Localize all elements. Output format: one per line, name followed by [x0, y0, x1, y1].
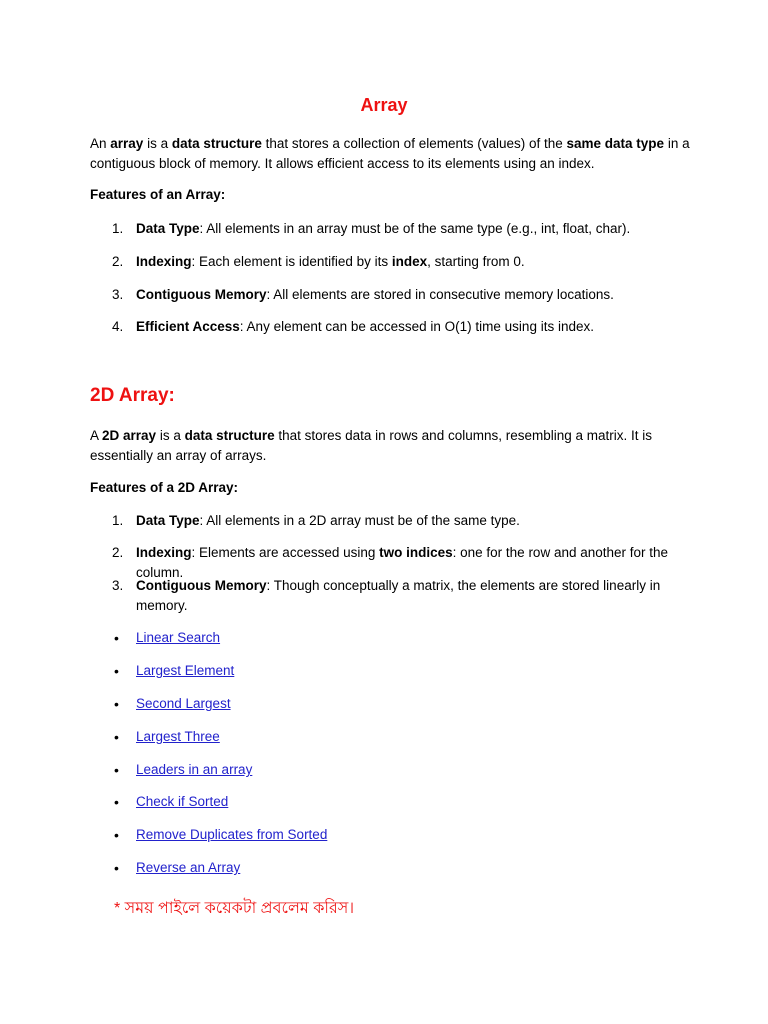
text-run: : Any element can be accessed in O(1) time using its index. [239, 319, 594, 334]
text-run: is a [143, 136, 172, 151]
array-intro-paragraph [90, 134, 690, 174]
feature-label: Efficient Access [136, 319, 240, 334]
feature-label: Contiguous Memory [136, 578, 267, 593]
features-2d-heading: Features of a 2D Array: [90, 480, 239, 495]
feature-label: Contiguous Memory [136, 287, 267, 302]
text-run: : Elements are accessed using [191, 545, 380, 560]
text-run: : one for the row and another for the column. [136, 545, 669, 580]
link-leaders-in-array[interactable]: Leaders in an array [136, 762, 253, 777]
link-largest-element[interactable]: Largest Element [136, 663, 235, 678]
section-title-2d-array: 2D Array: [90, 385, 175, 406]
link-largest-three[interactable]: Largest Three [136, 729, 220, 744]
features-heading: Features of an Array: [90, 187, 226, 202]
list-number: 3. [112, 578, 124, 593]
list-item-text [136, 317, 696, 337]
text-run: A [90, 428, 103, 443]
feature-label: Indexing [136, 254, 192, 269]
bullet-icon: • [114, 762, 119, 778]
page-title: Array [360, 95, 408, 115]
bold-term: two indices [379, 545, 453, 560]
list-number: 2. [112, 545, 124, 560]
link-linear-search[interactable]: Linear Search [136, 630, 221, 645]
2d-array-intro-paragraph [90, 426, 690, 466]
list-number: 1. [112, 513, 124, 528]
link-reverse-an-array[interactable]: Reverse an Array [136, 860, 241, 875]
link-remove-duplicates-sorted[interactable]: Remove Duplicates from Sorted [136, 827, 328, 842]
list-number: 4. [112, 319, 124, 334]
text-run: : Though conceptually a matrix, the elements are stored linearly in memory. [136, 578, 661, 613]
bullet-icon: • [114, 860, 119, 876]
list-number: 1. [112, 221, 124, 236]
list-item-text [136, 219, 696, 239]
bold-term-same-data-type: same data type [566, 136, 665, 151]
bullet-icon: • [114, 663, 119, 679]
bold-term-data-structure: data structure [184, 428, 275, 443]
text-run: is a [156, 428, 185, 443]
list-item-text [136, 252, 696, 272]
link-check-if-sorted[interactable]: Check if Sorted [136, 794, 229, 809]
text-run: in a contiguous block of memory. It allows efficient access to its elements using an index. [90, 136, 690, 171]
link-second-largest[interactable]: Second Largest [136, 696, 231, 711]
bullet-icon: • [114, 630, 119, 646]
text-run: , starting from 0. [427, 254, 525, 269]
bold-term-2d-array: 2D array [102, 428, 157, 443]
feature-label: Data Type [136, 221, 200, 236]
bullet-icon: • [114, 696, 119, 712]
bold-term-data-structure: data structure [171, 136, 262, 151]
text-run: : All elements in a 2D array must be of the same type. [199, 513, 520, 528]
bold-term-array: array [110, 136, 144, 151]
text-run: : Each element is identified by its [191, 254, 392, 269]
list-item-text [136, 285, 696, 305]
bullet-icon: • [114, 794, 119, 810]
list-number: 3. [112, 287, 124, 302]
list-number: 2. [112, 254, 124, 269]
bengali-note: * সময় পাইলে কয়েকটা প্রবলেম করিস। [114, 900, 355, 917]
text-run: that stores data in rows and columns, resembling a matrix. It is essentially an array of arrays. [90, 428, 653, 463]
list-item-text [136, 511, 696, 531]
bold-term: index [391, 254, 428, 269]
bullet-icon: • [114, 729, 119, 745]
text-run: that stores a collection of elements (values) of the [261, 136, 567, 151]
feature-label: Indexing [136, 545, 192, 560]
bullet-icon: • [114, 827, 119, 843]
list-item-text [136, 576, 696, 616]
text-run: : All elements are stored in consecutive memory locations. [266, 287, 614, 302]
feature-label: Data Type [136, 513, 200, 528]
text-run: An [90, 136, 111, 151]
text-run: : All elements in an array must be of the same type (e.g., int, float, char). [199, 221, 631, 236]
